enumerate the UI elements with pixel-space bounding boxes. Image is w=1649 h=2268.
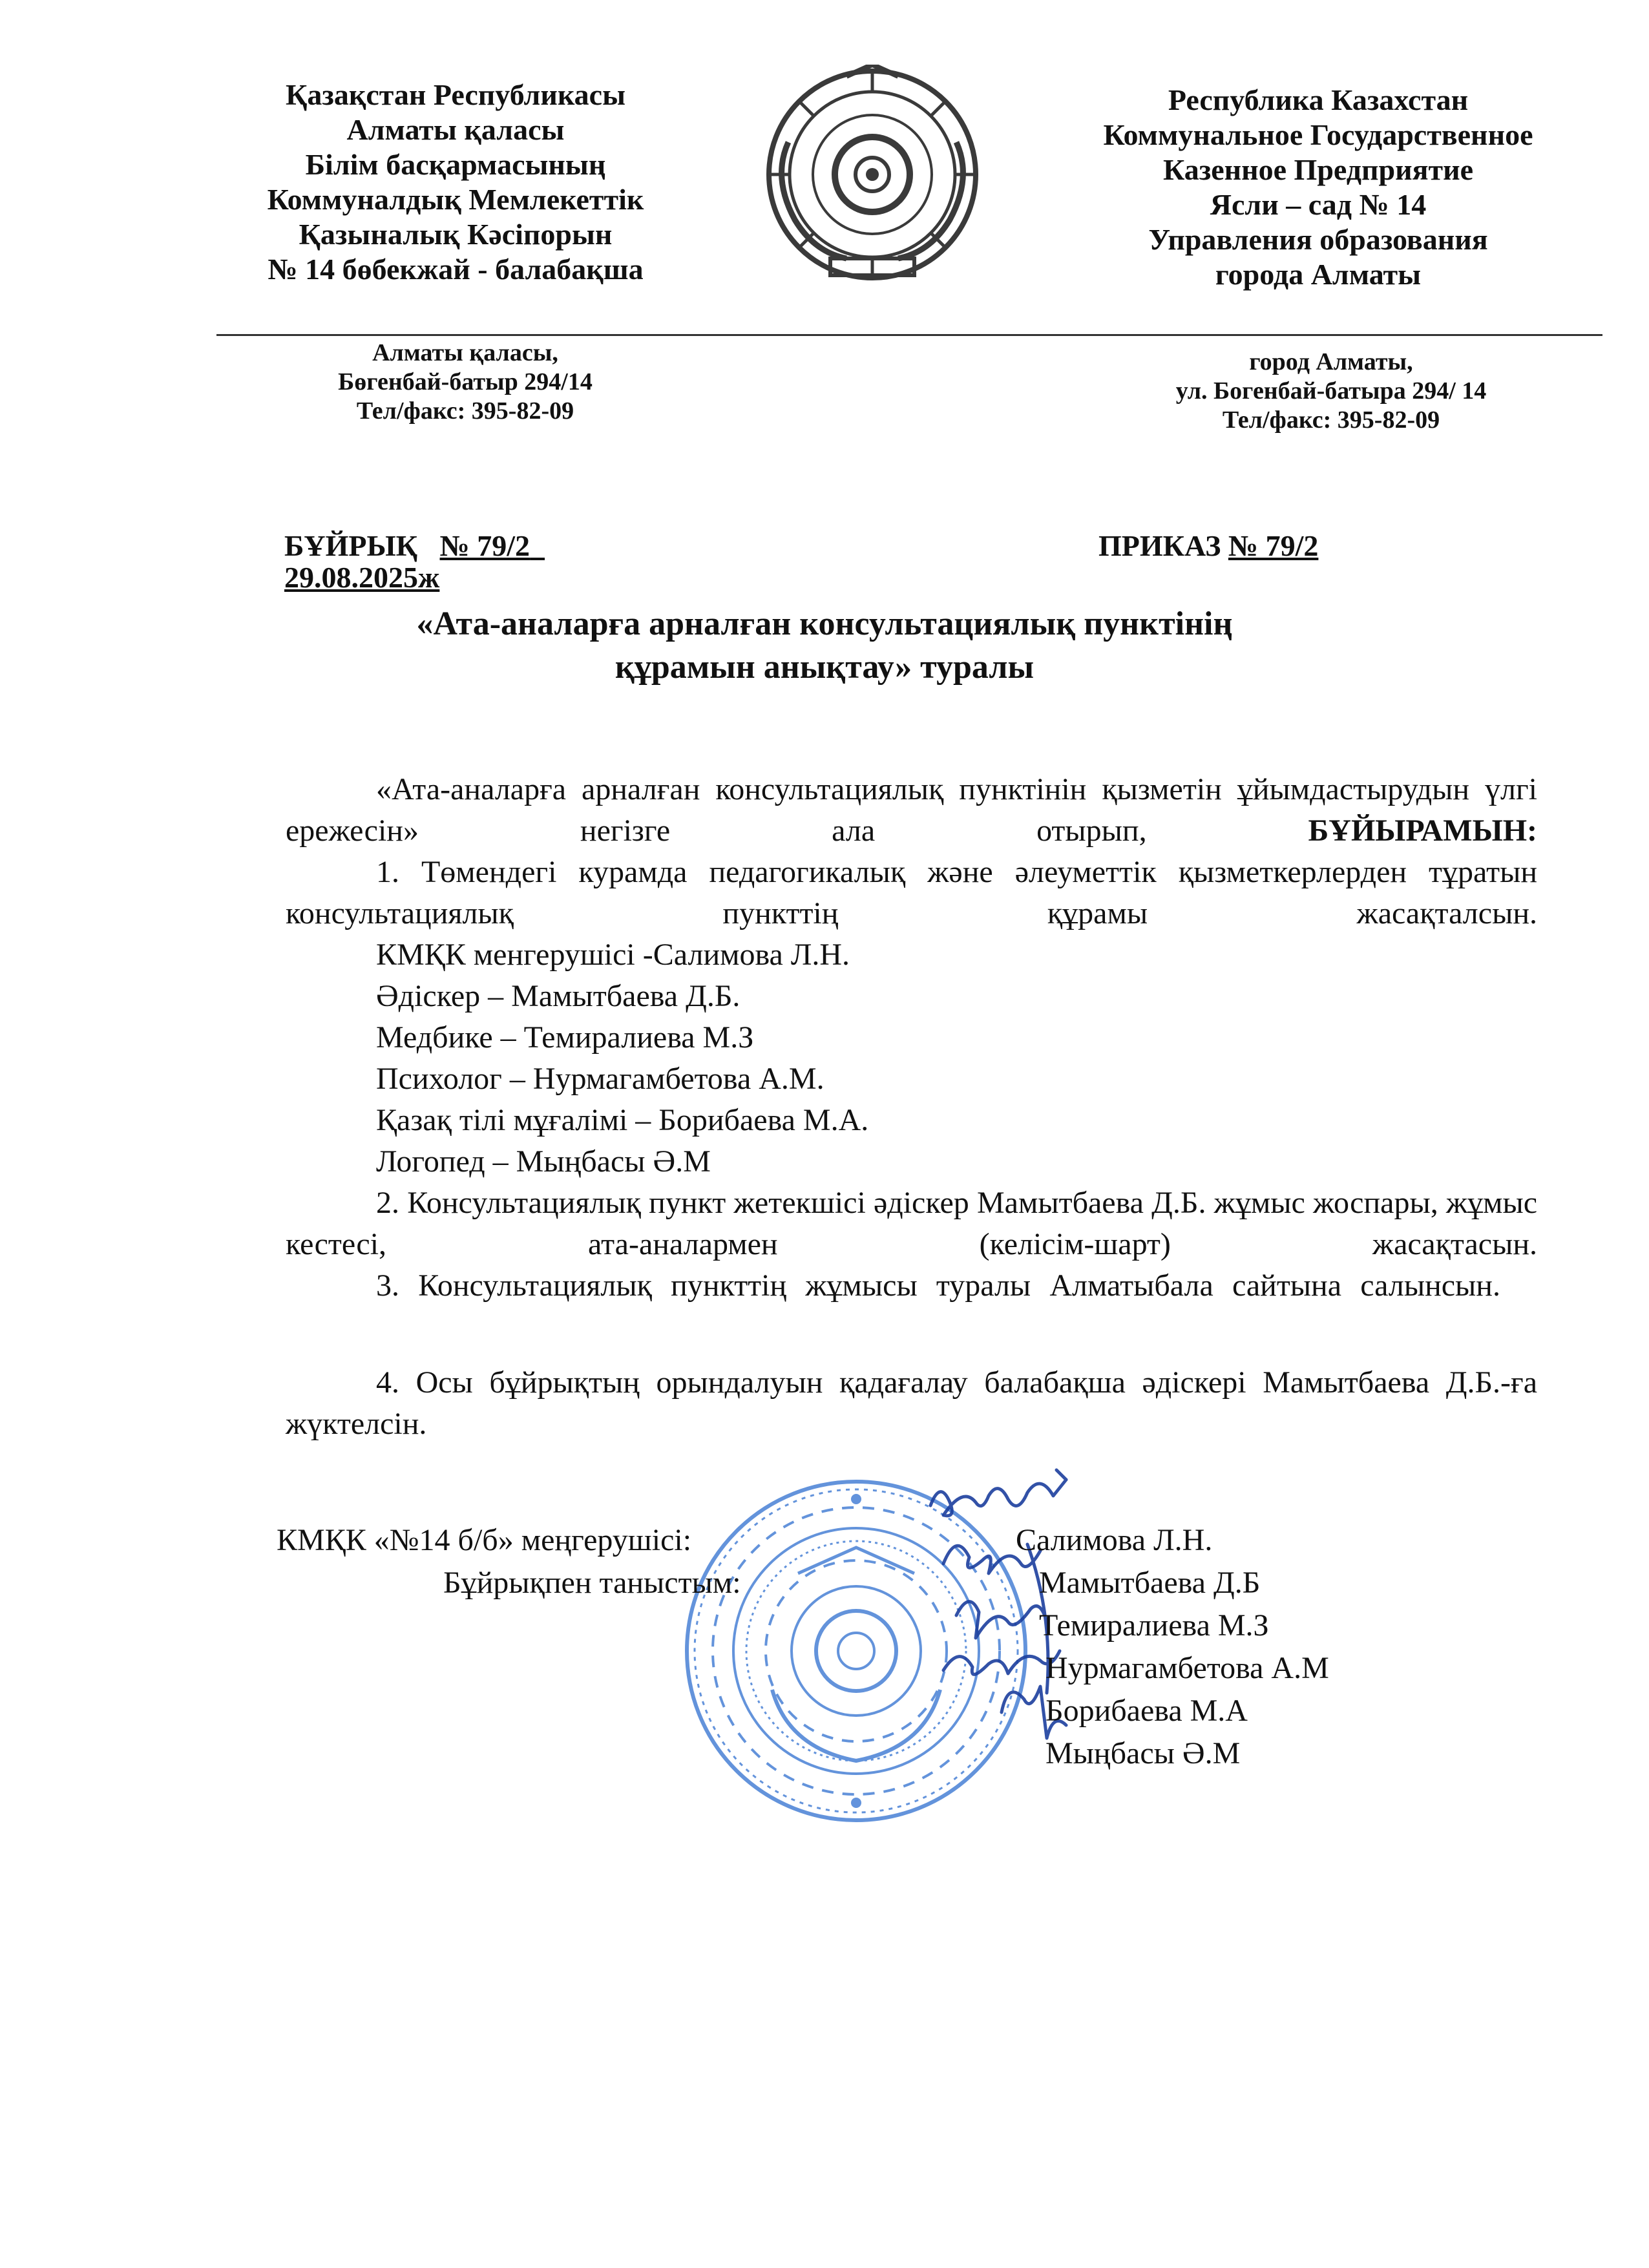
address-left-line: Бөгенбай-батыр 294/14 [338, 368, 593, 395]
header-right-line: Ясли – сад № 14 [1210, 188, 1427, 221]
order-ru [1098, 529, 1318, 563]
acknowledgement-name: Мамытбаева Д.Б [1039, 1566, 1261, 1600]
title-line: «Ата-аналарға арналған консультациялық пунктінің [416, 605, 1233, 642]
document-title [194, 602, 1455, 689]
intro-bold: БҰЙЫРАМЫН: [1308, 814, 1538, 848]
member-line: Қазақ тілі мұғалімі – Борибаева М.А. [376, 1103, 869, 1137]
member-line: Медбике – Темиралиева М.З [376, 1020, 754, 1055]
acknowledgement-label: Бұйрықпен таныстым: [443, 1566, 741, 1600]
header-right-line: Казенное Предприятие [1162, 153, 1473, 186]
header-right [1060, 83, 1577, 292]
address-right [1137, 348, 1525, 435]
member-line: Әдіскер – Мамытбаева Д.Б. [376, 979, 740, 1013]
item-2-paragraph: 2. Консультациялық пункт жетекшісі әдіскер Мамытбаева Д.Б. жұмыс жоспары, жұмыс кестесі, ата-аналармен (келісім-шарт) жасақтасын. [286, 1186, 1537, 1261]
head-signature-name: Салимова Л.Н. [1016, 1523, 1213, 1557]
address-right-line: ул. Богенбай-батыра 294/ 14 [1175, 377, 1487, 404]
order-ru-label: ПРИКАЗ [1098, 529, 1221, 562]
address-left [304, 339, 627, 426]
item-1-paragraph: 1. Төмендегі курамда педагогикалық және әлеуметтік қызметкерлерден тұратын консультациялық пункттің құрамы жасақталсын. [286, 855, 1537, 930]
header-left-line: Қазақстан Республикасы [285, 78, 625, 111]
head-signature-label: КМҚК «№14 б/б» меңгерушісі: [277, 1523, 692, 1557]
intro-paragraph [286, 769, 1537, 852]
acknowledgement-name: Нурмагамбетова А.М [1045, 1651, 1329, 1685]
order-kz-label: БҰЙРЫҚ [284, 529, 418, 562]
header-right-line: города Алматы [1215, 258, 1422, 291]
header-right-line: Управления образования [1148, 223, 1488, 256]
address-left-line: Алматы қаласы, [372, 339, 558, 366]
intro-text: «Ата-аналарға арналған консультациялық пунктінін қызметін ұйымдастырудын үлгі ережесін» негізге ала отырып, [286, 772, 1537, 848]
order-ru-number: № 79/2 [1228, 529, 1319, 562]
title-line: құрамын анықтау» туралы [614, 649, 1035, 686]
member-line: Логопед – Мыңбасы Ә.М [376, 1144, 711, 1179]
address-left-line: Тел/факс: 395-82-09 [356, 397, 574, 425]
header-left-line: Коммуналдық Мемлекеттік [267, 183, 644, 216]
address-right-line: Тел/факс: 395-82-09 [1222, 406, 1440, 434]
header-right-line: Республика Казахстан [1168, 83, 1469, 116]
acknowledgement-name: Темиралиева М.З [1039, 1608, 1269, 1643]
member-line: КМҚК менгерушісі -Салимова Л.Н. [376, 938, 850, 972]
header-left-line: № 14 бөбекжай - балабақша [268, 253, 644, 286]
header-left-line: Алматы қаласы [346, 113, 565, 146]
header-left [216, 78, 695, 287]
address-right-line: город Алматы, [1249, 348, 1413, 375]
header-left-line: Қазыналық Кәсіпорын [299, 218, 613, 251]
order-kz [284, 529, 545, 563]
order-date: 29.08.2025ж [284, 561, 440, 594]
item-4-paragraph: 4. Осы бұйрықтың орындалуын қадағалау балабақша әдіскері Мамытбаева Д.Б.-ға жүктелсін. [286, 1365, 1537, 1441]
member-line: Психолог – Нурмагамбетова А.М. [376, 1062, 824, 1096]
header-right-line: Коммунальное Государственное [1103, 118, 1533, 151]
acknowledgement-name: Мыңбасы Ә.М [1045, 1736, 1241, 1770]
order-kz-number: № 79/2 [439, 529, 530, 562]
acknowledgement-name: Борибаева М.А [1045, 1694, 1248, 1728]
header-divider [216, 334, 1602, 336]
state-emblem-icon [762, 65, 982, 284]
item-3-paragraph: 3. Консультациялық пункттің жұмысы туралы Алматыбала сайтына салынсын. [376, 1268, 1500, 1303]
header-left-line: Білім басқармасының [305, 148, 606, 181]
